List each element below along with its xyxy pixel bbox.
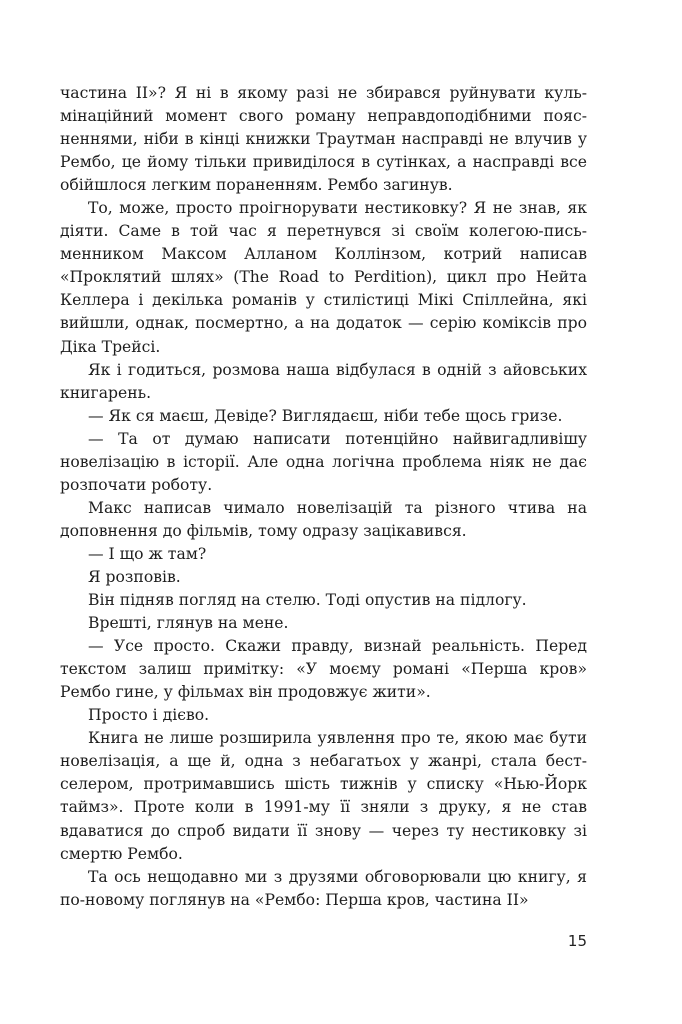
paragraph: Я розповів. <box>88 567 181 586</box>
page-body <box>60 82 587 912</box>
paragraph: Макс написав чимало новелізацій та різного чтива на доповнення до фільмів, тому одразу зацікавився. <box>60 498 587 540</box>
dialogue-line: — Усе просто. Скажи правду, визнай реальність. Перед текстом залиш примітку: «У моєму романі «Перша кров» Рембо гине, у фільмах він продовжує жити». <box>60 637 587 702</box>
paragraph: Книга не лише розширила уявлення про те, якою має бути новелізація, а ще й, одна з небагатьох у жанрі, стала бестселером, протримавшись шість тижнів у списку «Нью-Йорк таймз». Проте коли в 1991-му її зняли з друку, я не став вдаватися до спроб видати її знову — через ту нестиковку зі смертю Рембо. <box>60 729 587 863</box>
paragraph: То, може, просто проігнорувати нестиковку? Я не знав, як діяти. Саме в той час я перетнувся зі своїм колегою-письменником Максом Алланом Коллінзом, котрий написав «Проклятий шлях» (The Road to Perdition), цикл про Нейта Келлера і декілька романів у стилістиці Мікі Спіллейна, які вийшли, однак, посмертно, а на додаток — серію коміксів про Діка Трейсі. <box>60 199 587 356</box>
dialogue-line: — Та от думаю написати потенційно найвигадливішу новелізацію в історії. Але одна логічна проблема ніяк не дає розпочати роботу. <box>60 429 587 494</box>
paragraph: частина II»? Я ні в якому разі не збирався руйнувати кульмінаційний момент свого роману неправдоподібними поясненнями, ніби в кінці книжки Траутман насправді не влучив у Рембо, це йому тільки привиділося в сутінках, а насправді все обійшлося легким пораненням. Рембо загинув. <box>60 84 587 195</box>
paragraph: Він підняв погляд на стелю. Тоді опустив на підлогу. <box>88 591 527 610</box>
paragraph: Врешті, глянув на мене. <box>88 614 289 633</box>
dialogue-line: — Як ся маєш, Девіде? Виглядаєш, ніби тебе щось гризе. <box>88 406 563 425</box>
page-number: 15 <box>567 932 587 950</box>
paragraph: Та ось нещодавно ми з друзями обговорювали цю книгу, я по-новому поглянув на «Рембо: Перша кров, частина II» <box>60 867 587 909</box>
dialogue-line: — І що ж там? <box>88 544 207 563</box>
paragraph: Просто і дієво. <box>88 706 210 725</box>
paragraph: Як і годиться, розмова наша відбулася в одній з айовських книгарень. <box>60 360 587 402</box>
